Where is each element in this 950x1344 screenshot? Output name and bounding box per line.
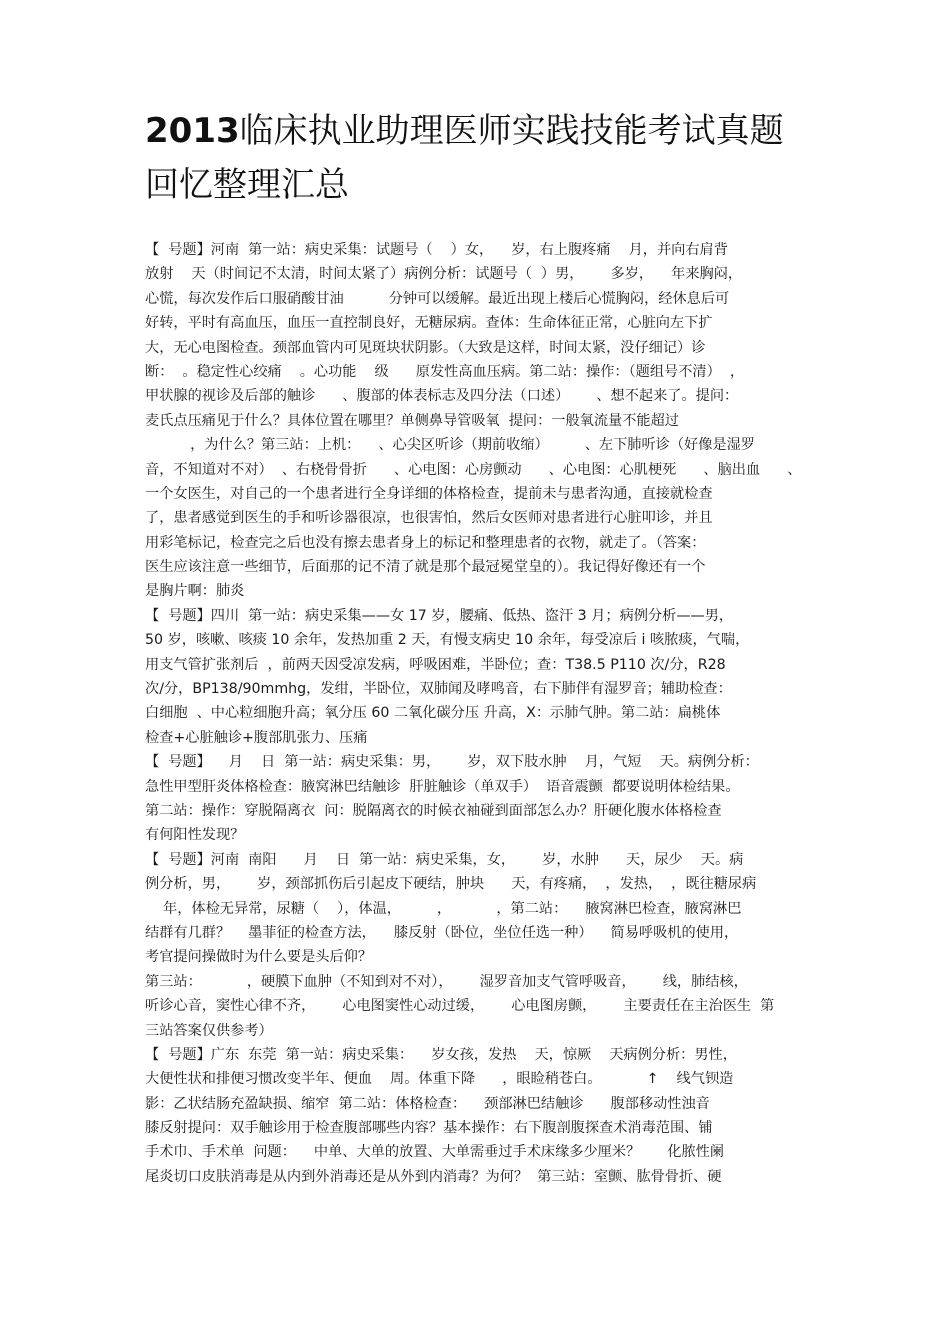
text-line: 例分析，男， 岁，颈部抓伤后引起皮下硬结，肿块 天，有疼痛， ，发热， ，既往糖尿病 (145, 876, 757, 893)
title-line2: 回忆整理汇总 (145, 165, 349, 205)
text-line: 好转，平时有高血压，血压一直控制良好，无糖尿病。查体：生命体征正常，心脏向左下扩 (145, 315, 713, 332)
text-line: 听诊心音，窦性心律不齐， 心电图窦性心动过缓， 心电图房颤， 主要责任在主治医生 第 (145, 998, 775, 1015)
text-line: 【 号题】河南 南阳 月 日 第一站：病史采集，女， 岁，水肿 天，尿少 天。病 (145, 851, 744, 868)
document-title (145, 104, 845, 212)
text-line: 了，患者感觉到医生的手和听诊器很凉，也很害怕，然后女医师对患者进行心脏叩诊，并且 (145, 510, 713, 527)
title-year: 2013 (145, 111, 240, 151)
text-line: 放射 天（时间记不太清，时间太紧了）病例分析：试题号（ ）男， 多岁， 年来胸闷， (145, 266, 743, 283)
text-line: 断： 。稳定性心绞痛 。心功能 级 原发性高血压病。第二站：操作：（题组号不清） ， (145, 363, 745, 380)
text-line: 一个女医生，对自己的一个患者进行全身详细的体格检查，提前未与患者沟通，直接就检查 (145, 485, 713, 502)
text-line: ，为什么？第三站：上机： 、心尖区听诊（期前收缩） 、左下肺听诊（好像是湿罗 (145, 437, 755, 454)
text-line: 三站答案仅供参考） (145, 1022, 273, 1039)
text-line: 急性甲型肝炎体格检查：腋窝淋巴结触诊 肝脏触诊（单双手） 语音震颤 都要说明体检结果。 (145, 778, 740, 795)
text-line: 结群有几群？ 墨菲征的检查方法， 膝反射（卧位，坐位任选一种） 简易呼吸机的使用， (145, 924, 739, 941)
text-line: 膝反射提问：双手触诊用于检查腹部哪些内容？基本操作：右下腹剖腹探查术消毒范围、铺 (145, 1120, 713, 1137)
text-line: 麦氏点压痛见于什么？具体位置在哪里？单侧鼻导管吸氧 提问：一般氧流量不能超过 (145, 412, 679, 429)
text-line: 用支气管扩张剂后 ，前两天因受凉发病，呼吸困难，半卧位；查：T38.5 P110 次/分，R28 (145, 656, 726, 673)
text-line: 白细胞 、中心粒细胞升高；氧分压 60 二氧化碳分压 升高，X：示肺气肿。第二站：扁桃体 (145, 705, 721, 722)
text-line: 手术巾、手术单 问题： 中单、大单的放置、大单需垂过手术床缘多少厘米？ 化脓性阑 (145, 1144, 725, 1161)
text-line: 音，不知道对不对） 、右桡骨骨折 、心电图：心房颤动 、心电图：心肌梗死 、脑出血 、 (145, 461, 802, 478)
text-line: 是胸片啊：肺炎 (145, 583, 245, 600)
text-line: 第三站： ，硬膜下血肿（不知到对不对）， 湿罗音加支气管呼吸音， 线，肺结核， (145, 973, 748, 990)
text-line: 影：乙状结肠充盈缺损、缩窄 第二站：体格检查： 颈部淋巴结触诊 腹部移动性浊音 (145, 1095, 710, 1112)
text-line: 甲状腺的视诊及后部的触诊 、腹部的体表标志及四分法（口述） 、想不起来了。提问： (145, 388, 739, 405)
title-main: 临床执业助理医师实践技能考试真题 (239, 111, 784, 151)
text-line: 尾炎切口皮肤消毒是从内到外消毒还是从外到内消毒？为何？ 第三站：室颤、肱骨骨折、硬 (145, 1168, 722, 1185)
text-line: 【 号题】 月 日 第一站：病史采集：男， 岁，双下肢水肿 月，气短 天。病例分析： (145, 754, 759, 771)
text-line: 有何阳性发现？ (145, 827, 245, 844)
document-body (145, 238, 825, 1189)
text-line: 次/分，BP138/90mmhg，发绀，半卧位，双肺闻及哮鸣音，右下肺伴有湿罗音；辅助检查： (145, 681, 732, 698)
text-line: 考官提问操做时为什么要是头后仰？ (145, 949, 373, 966)
text-line: 第二站：操作：穿脱隔离衣 问：脱隔离衣的时候衣袖碰到面部怎么办？肝硬化腹水体格检查 (145, 802, 722, 819)
text-line: 检查+心脏触诊+腹部肌张力、压痛 (145, 729, 368, 746)
text-line: 年，体检无异常，尿糖（ ），体温， ， ，第二站： 腋窝淋巴检查，腋窝淋巴 (145, 900, 742, 917)
text-line: 【 号题】四川 第一站：病史采集——女 17 岁，腰痛、低热、盗汗 3 月；病例分析——男， (145, 607, 734, 624)
text-line: 心慌，每次发作后口服硝酸甘油 分钟可以缓解。最近出现上楼后心慌胸闷，经休息后可 (145, 290, 730, 307)
text-line: 【 号题】广东 东莞 第一站：病史采集： 岁女孩，发热 天，惊厥 天病例分析：男性， (145, 1046, 737, 1063)
text-line: 【 号题】河南 第一站：病史采集：试题号（ ）女， 岁，右上腹疼痛 月，并向右肩背 (145, 242, 728, 258)
text-line: 大便性状和排便习惯改变半年、便血 周。体重下降 ，眼睑稍苍白。 ↑ 线气钡造 (145, 1071, 734, 1088)
text-line: 大，无心电图检查。颈部血管内可见斑块状阴影。（大致是这样，时间太紧，没仔细记）诊 (145, 339, 706, 356)
text-line: 50 岁，咳嗽、咳痰 10 余年，发热加重 2 天，有慢支病史 10 余年，每受凉后 i 咳脓痰，气喘， (145, 632, 750, 649)
text-line: 用彩笔标记，检查完之后也没有擦去患者身上的标记和整理患者的衣物，就走了。（答案： (145, 534, 706, 551)
text-line: 医生应该注意一些细节，后面那的记不清了就是那个最冠冕堂皇的）。我记得好像还有一个 (145, 559, 706, 576)
